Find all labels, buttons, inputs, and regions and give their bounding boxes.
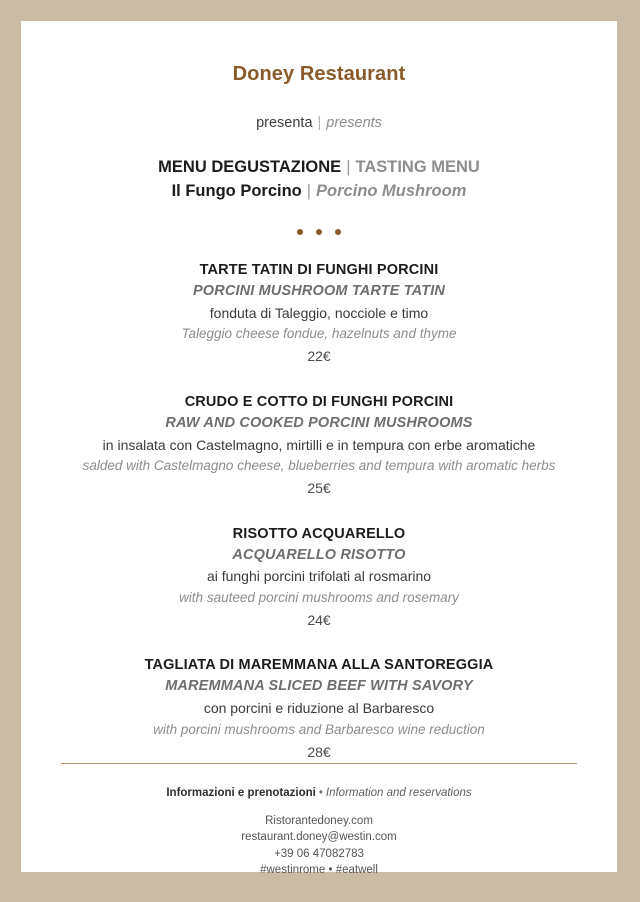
- course-item: [49, 524, 589, 632]
- course-name-it: TAGLIATA DI MAREMMANA ALLA SANTOREGGIA: [144, 657, 494, 674]
- course-description-it: in insalata con Castelmagno, mirtilli e in tempura con erbe aromatiche: [102, 436, 536, 453]
- divider-dot-icon: [335, 229, 341, 235]
- course-name-en: MAREMMANA SLICED BEEF WITH SAVORY: [165, 678, 473, 695]
- course-price: 28€: [307, 743, 331, 760]
- divider-dot-icon: [316, 229, 322, 235]
- menu-theme-it: Il Fungo Porcino: [171, 182, 302, 200]
- course-item: [49, 260, 589, 368]
- course-name-en: ACQUARELLO RISOTTO: [232, 546, 406, 563]
- course-item: [49, 655, 589, 763]
- restaurant-title: Doney Restaurant: [232, 63, 406, 85]
- course-name-en: RAW AND COOKED PORCINI MUSHROOMS: [165, 414, 473, 431]
- footer-heading-en: Information and reservations: [325, 787, 472, 800]
- course-description-it: con porcini e riduzione al Barbaresco: [203, 700, 435, 717]
- course-item: [49, 392, 589, 500]
- course-description-it: ai funghi porcini trifolati al rosmarino: [206, 568, 432, 585]
- presents-separator: |: [317, 115, 322, 131]
- menu-theme-en: Porcino Mushroom: [316, 182, 467, 200]
- menu-footer: [49, 763, 589, 902]
- menu-kind-it: MENU DEGUSTAZIONE: [158, 158, 342, 176]
- course-name-it: RISOTTO ACQUARELLO: [232, 525, 406, 542]
- presents-label-it: presenta: [256, 115, 313, 131]
- footer-heading-separator: •: [318, 787, 323, 800]
- menu-page: [21, 21, 617, 877]
- course-price: 25€: [307, 480, 331, 497]
- menu-kind-separator: |: [346, 158, 351, 176]
- course-description-en: with sauteed porcini mushrooms and rosemary: [179, 589, 459, 605]
- presents-label-en: presents: [326, 115, 382, 131]
- contact-hashtags: #westinrome • #eatwell: [260, 864, 378, 877]
- menu-kind-en: TASTING MENU: [355, 158, 480, 176]
- menu-kind-line: [49, 158, 589, 177]
- contact-website[interactable]: Ristorantedoney.com: [265, 815, 373, 828]
- course-description-en: with porcini mushrooms and Barbaresco wine reduction: [153, 721, 485, 737]
- dots-divider: [49, 229, 589, 235]
- course-price: 24€: [307, 611, 331, 628]
- contact-email[interactable]: restaurant.doney@westin.com: [241, 831, 397, 844]
- course-name-en: PORCINI MUSHROOM TARTE TATIN: [192, 283, 446, 300]
- footer-contacts: [49, 813, 589, 878]
- course-name-it: TARTE TATIN DI FUNGHI PORCINI: [199, 262, 439, 278]
- course-description-en: Taleggio cheese fondue, hazelnuts and thyme: [181, 326, 457, 342]
- course-description-en: salded with Castelmagno cheese, blueberries and tempura with aromatic herbs: [82, 458, 556, 474]
- footer-heading-it: Informazioni e prenotazioni: [166, 787, 316, 800]
- presents-line: [49, 115, 589, 131]
- course-list: [49, 260, 589, 763]
- contact-phone[interactable]: +39 06 47082783: [274, 847, 364, 860]
- divider-dot-icon: [297, 229, 303, 235]
- course-description-it: fonduta di Taleggio, nocciole e timo: [209, 304, 429, 321]
- footer-divider: [61, 763, 577, 764]
- menu-header: [49, 21, 589, 201]
- course-price: 22€: [307, 348, 331, 365]
- course-name-it: CRUDO E COTTO DI FUNGHI PORCINI: [184, 393, 454, 410]
- menu-theme-line: [49, 182, 589, 201]
- menu-theme-separator: |: [306, 182, 312, 200]
- footer-heading: [49, 787, 589, 799]
